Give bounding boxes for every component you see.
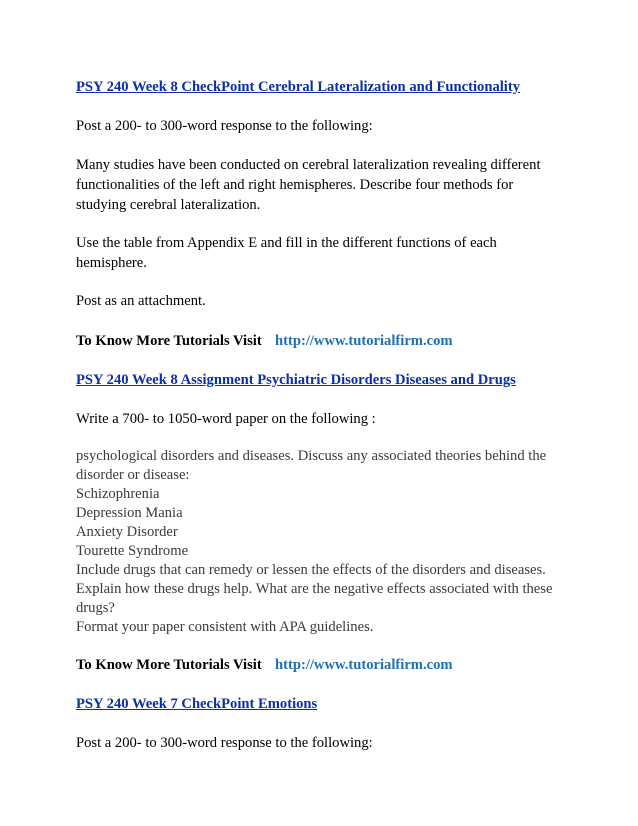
section-1-heading-link[interactable]: PSY 240 Week 8 CheckPoint Cerebral Lateralization and Functionality <box>76 79 521 95</box>
section-2-body-line-10: Format your paper consistent with APA guidelines. <box>76 619 374 635</box>
section-2-body-line-2: disorder or disease: <box>76 467 190 483</box>
section-1-table-line-1: Use the table from Appendix E and fill in the different functions of each <box>76 235 497 251</box>
section-2-body-line-6: Tourette Syndrome <box>76 543 189 559</box>
section-1-intro: Post a 200- to 300-word response to the following: <box>76 118 373 134</box>
section-1-body-line-2: functionalities of the left and right hemispheres. Describe four methods for <box>76 177 514 193</box>
section-1-body-line-3: studying cerebral lateralization. <box>76 197 261 213</box>
section-1-visit-line <box>76 332 453 350</box>
section-1-body-line-1: Many studies have been conducted on cerebral lateralization revealing different <box>76 157 541 173</box>
section-2-body-line-9: drugs? <box>76 600 115 616</box>
section-3-heading-link[interactable]: PSY 240 Week 7 CheckPoint Emotions <box>76 696 318 712</box>
section-2-body-line-8: Explain how these drugs help. What are the negative effects associated with these <box>76 581 553 597</box>
section-2-heading-link[interactable]: PSY 240 Week 8 Assignment Psychiatric Disorders Diseases and Drugs <box>76 372 516 388</box>
section-2-body-line-5: Anxiety Disorder <box>76 524 178 540</box>
section-2-visit-line <box>76 656 453 674</box>
section-2-intro: Write a 700- to 1050-word paper on the following : <box>76 411 376 427</box>
section-1-table-line-2: hemisphere. <box>76 255 147 271</box>
section-2-body-line-7: Include drugs that can remedy or lessen the effects of the disorders and diseases. <box>76 562 546 578</box>
section-3-intro: Post a 200- to 300-word response to the following: <box>76 735 373 751</box>
visit-label: To Know More Tutorials Visit <box>76 657 262 673</box>
section-1-attachment-note: Post as an attachment. <box>76 293 206 309</box>
visit-label: To Know More Tutorials Visit <box>76 333 262 349</box>
tutorialfirm-link[interactable]: http://www.tutorialfirm.com <box>275 657 453 673</box>
section-2-body-line-4: Depression Mania <box>76 505 183 521</box>
tutorialfirm-link[interactable]: http://www.tutorialfirm.com <box>275 333 453 349</box>
section-2-body-line-3: Schizophrenia <box>76 486 160 502</box>
section-2-body-line-1: psychological disorders and diseases. Discuss any associated theories behind the <box>76 448 547 464</box>
